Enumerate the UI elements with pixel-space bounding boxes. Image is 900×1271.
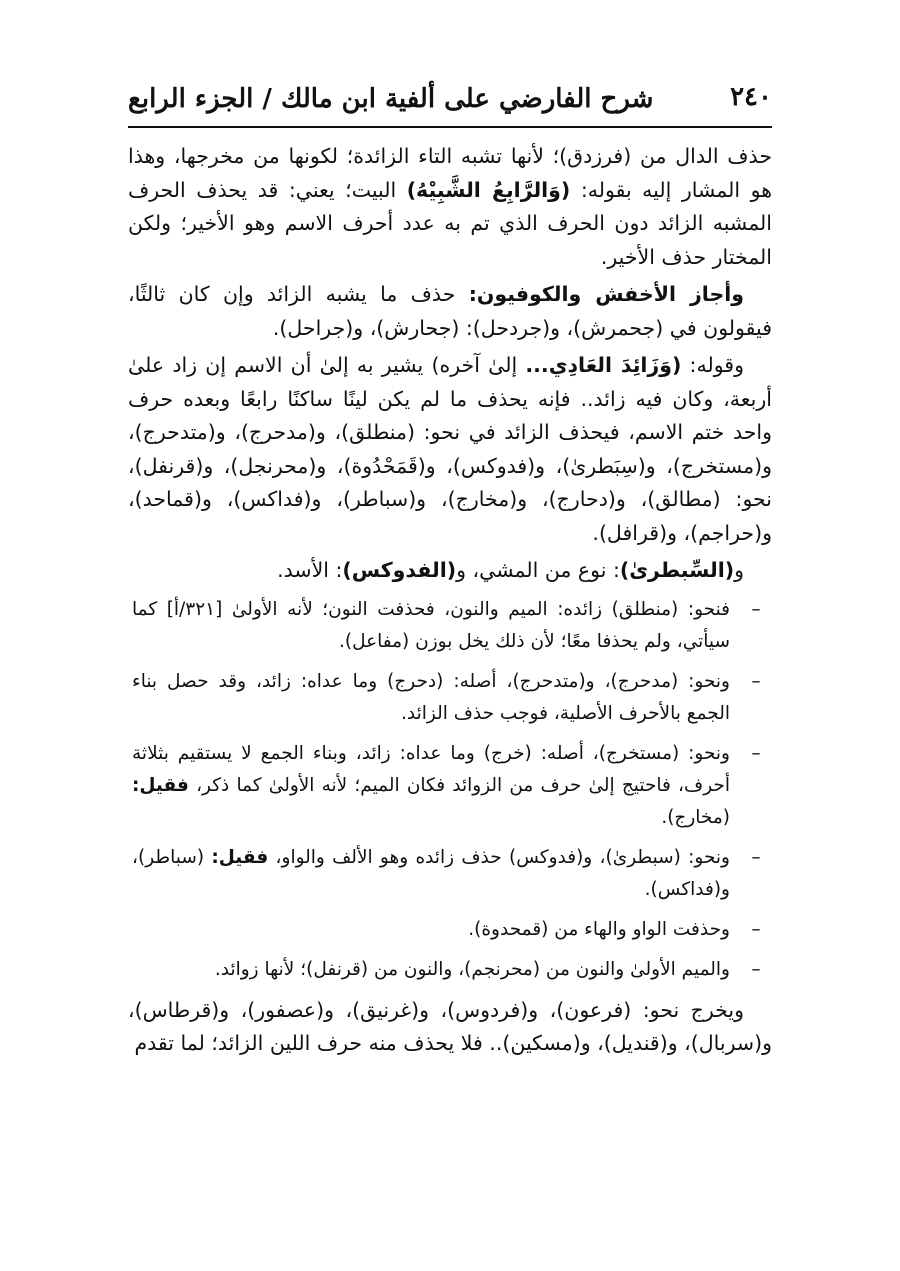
p5-text: ويخرج نحو: (فرعون)، و(فردوس)، و(غرنيق)، و(عصفور)، و(قرطاس)، و(سربال)، و(قنديل)، و(مسكين).. فلا يحذف منه حرف اللين الزائد؛ لما تقدم: [128, 997, 772, 1055]
list-item-bold: فقيل:: [211, 846, 269, 868]
paragraph-2: [128, 278, 772, 345]
dash-bullet: –: [751, 846, 761, 868]
dash-bullet: –: [751, 670, 761, 692]
dash-bullet: –: [751, 918, 761, 940]
dash-bullet: –: [751, 742, 761, 764]
running-title: شرح الفارضي على ألفية ابن مالك / الجزء الرابع: [128, 84, 654, 114]
list-item: [128, 666, 772, 730]
list-item: [128, 738, 772, 834]
list-item: [128, 842, 772, 906]
p1-text-a: حذف الدال من (فرزدق)؛ لأنها تشبه التاء الزائدة؛ لكونها من مخرجها، وهذا هو المشار إليه بقوله:: [128, 144, 773, 202]
p4-text-c: : الأسد.: [277, 558, 343, 582]
list-item: [128, 954, 772, 986]
list-item: [128, 594, 772, 658]
p3-quote: (وَزَائِدَ العَادِي...: [525, 353, 682, 377]
dash-bullet: –: [751, 598, 761, 620]
list-item-text: (سباطر)، و(فداكس).: [132, 846, 730, 900]
page-number: ٢٤٠: [730, 82, 772, 112]
p3-text-b: إلىٰ آخره) يشير به إلىٰ أن الاسم إن زاد علىٰ أربعة، وكان فيه زائد.. فإنه يحذف ما لم يكن لينًا ساكنًا رابعًا وبعده حرف واحد ختم الاسم، فيحذف الزائد في نحو: (منطلق)، و(مدحرج)، و(متدحرج)، و(مستخرج)، و(سِبَطرىٰ)، و(فدوكس)، و(قَمَحْدُوة)، و(محرنجل)، و(قرنفل)، نحو: (مطالق)، و(دحارج)، و(مخارج)، و(سباطر)، و(فداكس)، و(قماحد)، و(حراجم)، و(قرافل).: [128, 353, 772, 545]
running-header: [128, 78, 772, 128]
p2-text: حذف ما يشبه الزائد وإن كان ثالثًا، فيقولون في (جحمرش)، و(جردحل): (جحارش)، و(جراحل).: [128, 282, 772, 340]
paragraph-3: [128, 349, 772, 550]
list-item-text: (مخارج).: [661, 806, 730, 828]
list-item-text: وحذفت الواو والهاء من (قمحدوة).: [468, 918, 730, 940]
paragraph-4: [128, 554, 772, 588]
list-item-text: فنحو: (منطلق) زائده: الميم والنون، فحذفت النون؛ لأنه الأولىٰ [٣٢١/أ] كما سيأتي، ولم يحذفا معًا؛ لأن ذلك يخل بوزن (مفاعل).: [132, 598, 730, 652]
p3-text-a: وقوله:: [681, 353, 744, 377]
p4-term-2: (الفدوكس): [342, 558, 457, 582]
p1-quote: (وَالرَّابِعُ الشَّبِيْهُ): [406, 177, 571, 202]
list-item-text: ونحو: (سبطرىٰ)، و(فدوكس) حذف زائده وهو الألف والواو،: [268, 846, 730, 868]
page-body: [128, 140, 772, 1065]
list-item-text: ونحو: (مستخرج)، أصله: (خرج) وما عداه: زائد، وبناء الجمع لا يستقيم بثلاثة أحرف، فاحتيج إلىٰ حرف من الزوائد فكان الميم؛ لأنه الأولىٰ كما ذكر،: [132, 742, 730, 796]
paragraph-1: [128, 140, 772, 274]
p4-term-1: (السِّبطرىٰ): [619, 558, 735, 582]
list-item: [128, 914, 772, 946]
list-item-text: والميم الأولىٰ والنون من (محرنجم)، والنون من (قرنفل)؛ لأنها زوائد.: [214, 958, 730, 980]
p4-text-a: و: [734, 558, 744, 582]
p1-text-b: البيت؛ يعني: قد يحذف الحرف المشبه الزائد دون الحرف الذي تم به عدد أحرف الاسم وهو الأخير؛ ولكن المختار حذف الأخير.: [128, 177, 772, 269]
paragraph-5: [128, 994, 772, 1061]
p2-lead: وأجاز الأخفش والكوفيون:: [468, 282, 744, 306]
p4-text-b: : نوع من المشي، و: [456, 558, 620, 582]
list-item-text: ونحو: (مدحرج)، و(متدحرج)، أصله: (دحرج) وما عداه: زائد، وقد حصل بناء الجمع بالأحرف الأصلية، فوجب حذف الزائد.: [132, 670, 730, 724]
dash-bullet: –: [751, 958, 761, 980]
list-item-bold: فقيل:: [132, 774, 189, 796]
notes-list: [128, 594, 772, 986]
